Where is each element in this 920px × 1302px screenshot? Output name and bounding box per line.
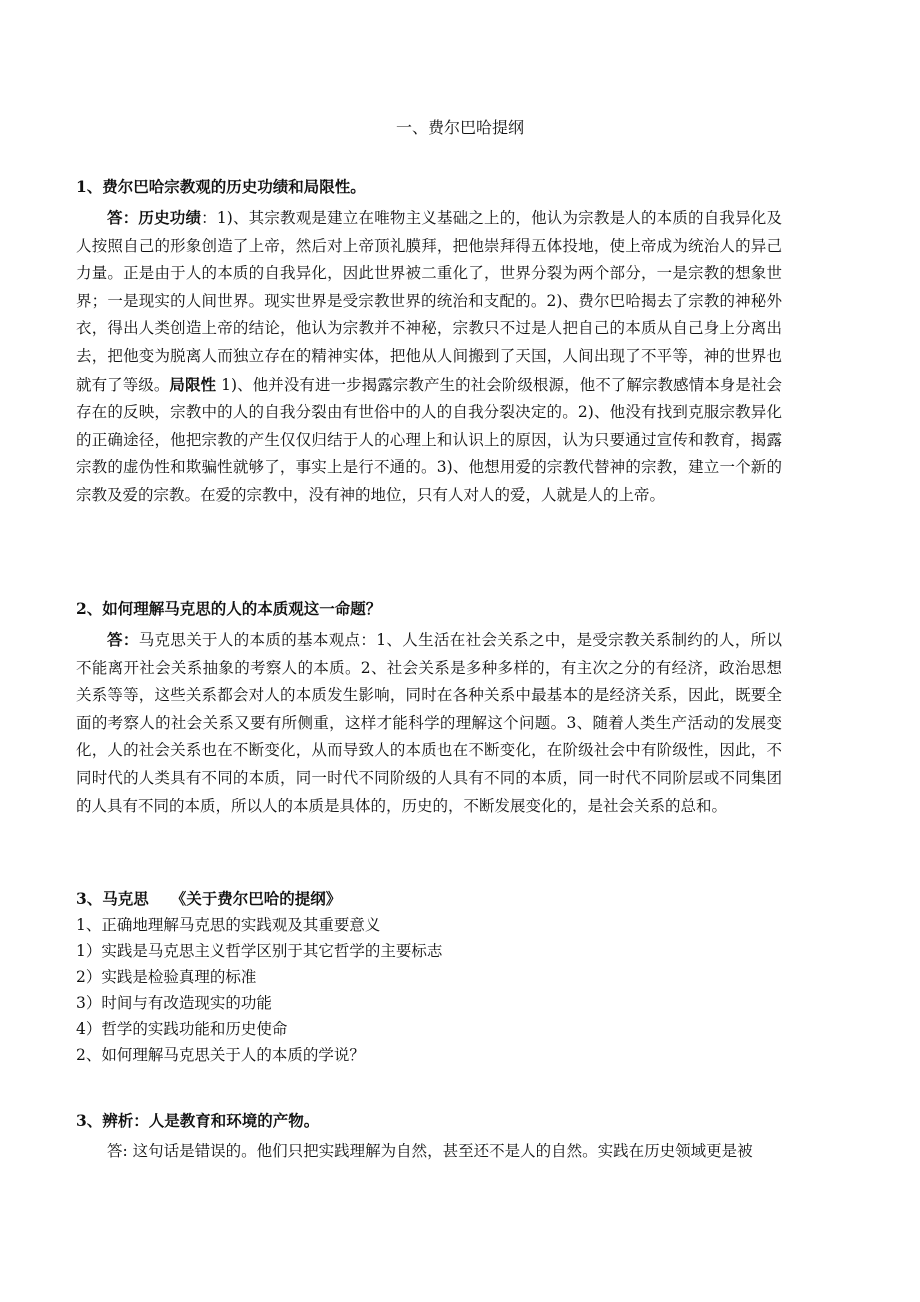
question-1-answer: [76, 204, 782, 510]
answer-label: 答：: [107, 208, 139, 227]
document-title: 一、费尔巴哈提纲: [395, 118, 524, 137]
question-3: [76, 886, 782, 1068]
question-4-heading: 3、辨析：人是教育和环境的产物。: [76, 1111, 320, 1130]
question-2: [76, 596, 782, 820]
limit-label: 局限性: [169, 374, 217, 394]
list-item: 2）实践是检验真理的标准: [76, 968, 257, 986]
list-item: 2、如何理解马克思关于人的本质的学说？: [76, 1046, 365, 1064]
answer-label: 答：: [107, 630, 139, 649]
question-1: [76, 174, 782, 510]
list-item: 1）实践是马克思主义哲学区别于其它哲学的主要标志: [76, 942, 443, 960]
question-4-answer: 答: 这句话是错误的。他们只把实践理解为自然，甚至还不是人的自然。实践在历史领域更是被: [107, 1142, 753, 1160]
limit-text: 1)、他并没有进一步揭露宗教产生的社会阶级根源，他不了解宗教感情本身是社会存在的反映，宗教中的人的自我分裂由有世俗中的人的自我分裂决定的。2)、他没有找到克服宗教异化的正确途径，他把宗教的产生仅仅归结于人的心理上和认识上的原因，认为只要通过宣传和教育，揭露宗教的虚伪性和欺骗性就够了，事实上是行不通的。3)、他想用爱的宗教代替神的宗教，建立一个新的宗教及爱的宗教。在爱的宗教中，没有神的地位，只有人对人的爱，人就是人的上帝。: [76, 375, 782, 504]
merit-text: ：1)、其宗教观是建立在唯物主义基础之上的，他认为宗教是人的本质的自我异化及人按照自己的形象创造了上帝，然后对上帝顶礼膜拜，把他崇拜得五体投地，使上帝成为统治人的异己力量。正是由于人的本质的自我异化，因此世界被二重化了，世界分裂为两个部分，一是宗教的想象世界；一是现实的人间世界。现实世界是受宗教世界的统治和支配的。2)、费尔巴哈揭去了宗教的神秘外衣，得出人类创造上帝的结论，他认为宗教并不神秘，宗教只不过是人把自己的本质从自己身上分离出去，把他变为脱离人而独立存在的精神实体，把他从人间搬到了天国，人间出现了不平等，神的世界也就有了等级。: [76, 209, 782, 394]
question-2-answer-text: 马克思关于人的本质的基本观点：1、人生活在社会关系之中，是受宗教关系制约的人，所以不能离开社会关系抽象的考察人的本质。2、社会关系是多种多样的，有主次之分的有经济，政治思想关系等等，这些关系都会对人的本质发生影响，同时在各种关系中最基本的是经济关系，因此，既要全面的考察人的社会关系又要有所侧重，这样才能科学的理解这个问题。3、随着人类生产活动的发展变化，人的社会关系也在不断变化，从而导致人的本质也在不断变化，在阶级社会中有阶级性，因此，不同时代的人类具有不同的本质，同一时代不同阶级的人具有不同的本质，同一时代不同阶层或不同集团的人具有不同的本质，所以人的本质是具体的，历史的，不断发展变化的，是社会关系的总和。: [76, 631, 782, 815]
question-3-heading: [76, 886, 782, 912]
question-4: [76, 1108, 782, 1166]
list-item: 1、正确地理解马克思的实践观及其重要意义: [76, 916, 381, 934]
question-3-number: 3、马克思: [76, 889, 149, 908]
question-3-book-title: 《关于费尔巴哈的提纲》: [170, 889, 342, 908]
list-item: 4）哲学的实践功能和历史使命: [76, 1020, 288, 1038]
merit-label: 历史功绩: [138, 208, 202, 227]
question-2-heading: 2、如何理解马克思的人的本质观这一命题？: [76, 599, 382, 618]
question-2-answer: [76, 626, 782, 820]
question-1-heading: 1、费尔巴哈宗教观的历史功绩和局限性。: [76, 177, 366, 196]
list-item: 3）时间与有改造现实的功能: [76, 994, 272, 1012]
